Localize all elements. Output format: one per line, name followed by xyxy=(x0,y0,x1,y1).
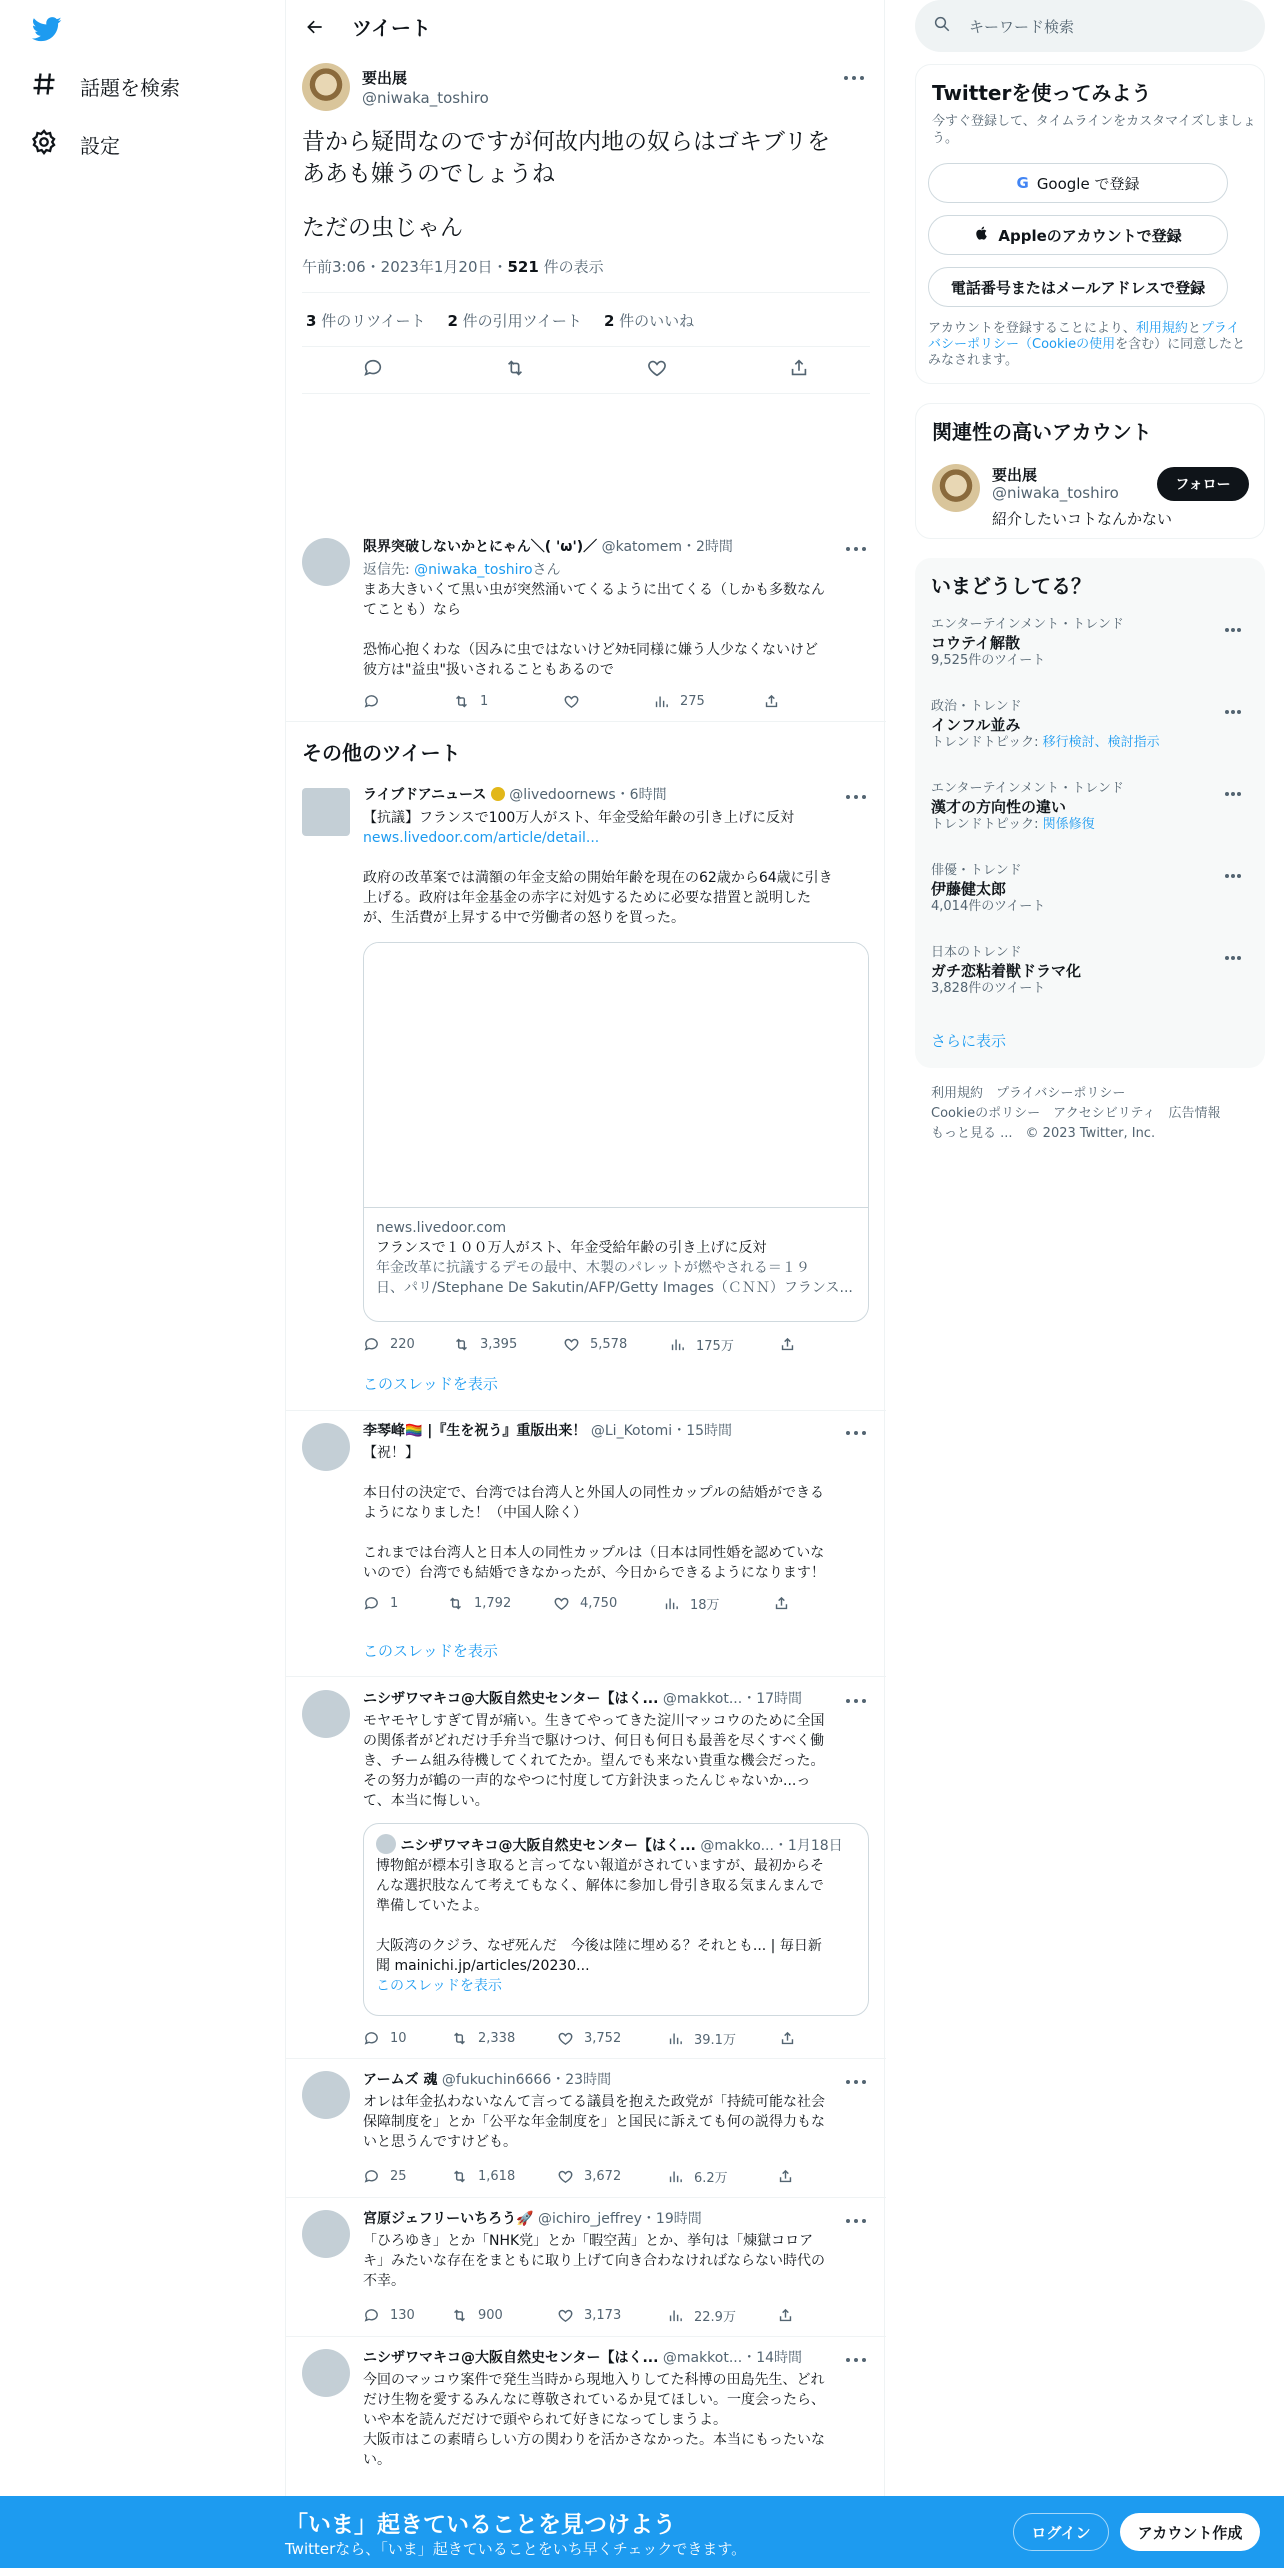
tweet-time[interactable]: ・19時間 xyxy=(641,2211,702,2227)
like-count: 3,173 xyxy=(584,2308,622,2323)
share-button[interactable] xyxy=(763,693,780,710)
trend-category: 俳優・トレンド xyxy=(931,863,1022,878)
tweet-line: き、チーム組み待機してくれてたか。望んでも来ない貴重な機会だった。 xyxy=(363,1753,825,1769)
phone-email-signup-button[interactable] xyxy=(928,267,1228,307)
retweet-icon[interactable] xyxy=(504,357,526,383)
footer-more-link[interactable]: もっと見る ... xyxy=(931,1126,1013,1141)
privacy-link[interactable]: バシーポリシー（Cookieの使用 xyxy=(928,337,1116,352)
retweet-count: 3 xyxy=(306,312,317,330)
trend-meta: トレンドトピック: xyxy=(931,817,1043,832)
like-button[interactable] xyxy=(557,2168,667,2185)
login-button[interactable]: ログイン xyxy=(1013,2513,1109,2551)
quotes-stat[interactable] xyxy=(447,310,581,331)
reply-author-name[interactable]: 限界突破しないかとにゃん＼( 'ω')／ xyxy=(363,539,598,555)
trends-card xyxy=(915,558,1265,1068)
reply-line: 恐怖心抱くわな（因みに虫ではないけどﾀｶﾓ同様に嫌う人少なくないけど xyxy=(363,642,818,658)
tweet-time[interactable]: ・6時間 xyxy=(615,787,667,803)
trend-more-icon[interactable] xyxy=(1225,792,1247,798)
quote-line: 大阪湾のクジラ、なぜ死んだ 今後は陸に埋める？それとも... | 毎日新 xyxy=(376,1938,822,1954)
search-icon xyxy=(933,15,951,37)
tweet-link[interactable]: news.livedoor.com/article/detail... xyxy=(363,830,600,846)
tweet-body xyxy=(363,2370,870,2470)
tweet-line: が、生活費が上昇する中で労働者の怒りを買った。 xyxy=(363,910,685,926)
link-card-domain: news.livedoor.com xyxy=(376,1220,507,1236)
share-button[interactable] xyxy=(777,2168,794,2185)
tweet-text xyxy=(302,126,830,244)
reply-count: 130 xyxy=(390,2308,415,2323)
reply-count: 10 xyxy=(390,2031,407,2046)
tweet-line: ああも嫌うのでしょうね xyxy=(302,161,555,187)
trend-more-icon[interactable] xyxy=(1225,710,1247,716)
tweet-line: 政府の改革案では満額の年金支給の開始年齢を現在の62歳から64歳に引き xyxy=(363,870,833,886)
google-logo-icon: G xyxy=(1016,174,1029,192)
retweet-count: 1 xyxy=(480,694,489,709)
tweet-time[interactable]: ・15時間 xyxy=(672,1423,733,1439)
replying-to-prefix: 返信先: xyxy=(363,562,415,578)
tweet-author-name[interactable]: ライブドアニュース xyxy=(363,787,487,803)
tweet-line: 本日付の決定で、台湾では台湾人と外国人の同性カップルの結婚ができる xyxy=(363,1485,825,1501)
signup-card xyxy=(915,64,1265,384)
reply-author-handle[interactable]: @katomem xyxy=(601,539,682,555)
main-tweet-actions xyxy=(302,350,870,390)
trends-title: いまどうしてる？ xyxy=(931,574,1091,598)
trend-item[interactable] xyxy=(931,863,1249,915)
reply-button[interactable] xyxy=(363,2168,451,2185)
like-count: 4,750 xyxy=(580,1596,618,1611)
related-accounts-card xyxy=(915,403,1265,539)
views-count: 521 xyxy=(507,258,539,276)
views-button[interactable] xyxy=(667,2306,777,2325)
tweet-actions xyxy=(363,1594,803,1613)
left-nav xyxy=(0,0,285,2568)
trend-more-icon[interactable] xyxy=(1225,956,1247,962)
like-button[interactable] xyxy=(563,693,653,710)
more-options-icon[interactable] xyxy=(846,2358,868,2364)
main-column xyxy=(285,0,885,2568)
tweet-time[interactable]: ・14時間 xyxy=(742,2350,803,2366)
signup-title: Twitterを使ってみよう xyxy=(932,81,1152,105)
like-icon[interactable] xyxy=(646,357,668,383)
views-count: 275 xyxy=(680,694,705,709)
signup-subtitle-line: 今すぐ登録して、タイムラインをカスタマイズしましょ xyxy=(932,114,1256,129)
trend-item[interactable] xyxy=(931,945,1249,997)
tweet-header xyxy=(363,2070,836,2090)
reply-header xyxy=(363,537,836,557)
phone-email-signup-label: 電話番号またはメールアドレスで登録 xyxy=(950,278,1206,297)
views-button[interactable] xyxy=(667,2167,777,2186)
views-label: 件の表示 xyxy=(538,258,604,276)
page-header xyxy=(286,0,886,53)
show-thread-link[interactable]: このスレッドを表示 xyxy=(363,1642,498,1660)
link-card-image xyxy=(364,943,868,1208)
twitter-logo-icon[interactable] xyxy=(30,14,66,44)
tweet-author-name[interactable]: ニシザワマキコ@大阪自然史センター【はく... xyxy=(363,1691,659,1707)
like-count: 3,672 xyxy=(584,2169,622,2184)
retweet-button[interactable] xyxy=(451,2030,557,2047)
quote-line: 聞 mainichi.jp/articles/20230... xyxy=(376,1958,590,1974)
tweet-line: キ」みたいな存在をまともに取り上げて向き合わなければならない時代の xyxy=(363,2253,825,2269)
footer-cookie-link[interactable]: Cookieのポリシー xyxy=(931,1106,1041,1121)
trend-name: ガチ恋粘着獣ドラマ化 xyxy=(931,962,1082,980)
tweet-actions xyxy=(363,2306,803,2325)
quote-avatar xyxy=(376,1834,396,1854)
apple-signup-label: Appleのアカウントで登録 xyxy=(998,226,1182,245)
tweet-avatar[interactable] xyxy=(302,1423,350,1471)
reply-count: 25 xyxy=(390,2169,407,2184)
reply-count: 1 xyxy=(390,1596,399,1611)
author-name[interactable]: 要出展 xyxy=(362,69,408,87)
tweet-author-handle[interactable]: @makkot... xyxy=(662,1691,743,1707)
reply-button[interactable] xyxy=(363,1336,453,1353)
tweet-time[interactable]: ・17時間 xyxy=(742,1691,803,1707)
tweet-line: いので）台湾でも結婚できなかったが、今日からできるようになります！ xyxy=(363,1565,825,1581)
trend-item[interactable] xyxy=(931,617,1249,669)
bottom-signup-bar xyxy=(0,2496,1284,2568)
retweet-count: 2,338 xyxy=(478,2031,516,2046)
quote-count: 2 xyxy=(447,312,458,330)
retweets-stat[interactable] xyxy=(306,310,425,331)
search-input[interactable]: キーワード検索 xyxy=(969,17,1075,36)
related-name[interactable]: 要出展 xyxy=(992,466,1038,484)
reply-tweet[interactable] xyxy=(286,525,886,720)
like-count: 5,578 xyxy=(590,1337,628,1352)
views-button[interactable] xyxy=(663,1594,773,1613)
like-count: 2 xyxy=(603,312,615,330)
retweet-count: 900 xyxy=(478,2308,503,2323)
tweet-actions xyxy=(363,1335,803,1354)
tweet-line: その努力が鶴の一声的なやつに忖度して方針決まったんじゃないか...っ xyxy=(363,1773,811,1789)
tweet-author-handle[interactable]: @livedoornews xyxy=(509,787,616,803)
retweet-button[interactable] xyxy=(453,693,563,710)
tweet-line: だけ生物を愛するみんなに尊敬されているか見てほしい。一度会ったら、 xyxy=(363,2392,825,2408)
quote-header xyxy=(376,1834,856,1856)
tweet[interactable] xyxy=(286,2198,886,2336)
views-count: 18万 xyxy=(690,1598,720,1613)
trend-meta: トレンドトピック: xyxy=(931,735,1043,750)
retweet-button[interactable] xyxy=(451,2307,557,2324)
tweet-line: の関係者がどれだけ手弁当で駆けつけ、何日も何日も最善を尽くすべく働 xyxy=(363,1733,825,1749)
footer-terms-link[interactable]: 利用規約 xyxy=(931,1086,984,1101)
views-count: 175万 xyxy=(696,1339,734,1354)
reply-line: 彼方は"益虫"扱いされることもあるので xyxy=(363,662,614,678)
livedoor-avatar[interactable] xyxy=(302,788,350,836)
link-card-title: フランスで１００万人がスト、年金受給年齢の引き上げに反対 xyxy=(376,1240,767,1256)
trend-category: 日本のトレンド xyxy=(931,945,1022,960)
related-title: 関連性の高いアカウント xyxy=(932,420,1152,444)
footer-links xyxy=(931,1084,1251,1144)
retweet-button[interactable] xyxy=(451,2168,557,2185)
tweet-line: 保障制度を」とか「公平な年金制度を」と国民に訴えても何の説得力もな xyxy=(363,2114,825,2130)
signup-subtitle-line: う。 xyxy=(932,131,959,146)
trend-item[interactable] xyxy=(931,781,1249,833)
retweet-count: 1,618 xyxy=(478,2169,516,2184)
tweet-author-name[interactable]: ニシザワマキコ@大阪自然史センター【はく... xyxy=(363,2350,659,2366)
trend-meta: 4,014件のツイート xyxy=(931,899,1046,914)
share-button[interactable] xyxy=(779,2030,796,2047)
replying-to-suffix: さん xyxy=(532,562,561,578)
page-title: ツイート xyxy=(352,16,431,40)
privacy-link[interactable]: プライ xyxy=(1200,321,1240,336)
related-handle[interactable]: @niwaka_toshiro xyxy=(992,484,1119,502)
trend-name: 伊藤健太郎 xyxy=(931,880,1007,898)
footer-accessibility-link[interactable]: アクセシビリティ xyxy=(1053,1106,1156,1121)
tweet-actions xyxy=(363,2029,803,2048)
create-account-button[interactable]: アカウント作成 xyxy=(1120,2513,1260,2551)
signup-subtitle xyxy=(932,113,1256,147)
trend-more-icon[interactable] xyxy=(1225,628,1247,634)
related-avatar[interactable] xyxy=(932,464,980,512)
google-signup-button[interactable] xyxy=(928,163,1228,203)
trend-name: インフル並み xyxy=(931,716,1021,734)
views-button[interactable] xyxy=(669,1335,779,1354)
link-card-description: 日、パリ/Stephane De Sakutin/AFP/Getty Images（ＣＮＮ）フランス... xyxy=(376,1280,853,1296)
quote-time: ・1月18日 xyxy=(773,1838,843,1854)
terms-text: を含む）に同意したと xyxy=(1115,337,1246,352)
hashtag-icon xyxy=(30,70,58,103)
tweet-line: 【抗議】フランスで100万人がスト、年金受給年齢の引き上げに反対 xyxy=(363,810,795,826)
tweet-line: ただの虫じゃん xyxy=(302,215,463,241)
reply-button[interactable] xyxy=(363,693,453,710)
trend-meta: 3,828件のツイート xyxy=(931,981,1046,996)
more-options-icon[interactable] xyxy=(846,547,868,553)
replying-to xyxy=(363,560,870,580)
retweet-count: 3,395 xyxy=(480,1337,518,1352)
more-options-icon[interactable] xyxy=(846,2080,868,2086)
tweet-header xyxy=(363,2209,836,2229)
like-count: 3,752 xyxy=(584,2031,622,2046)
tweet-timestamp xyxy=(302,256,604,277)
trend-meta: 9,525件のツイート xyxy=(931,653,1046,668)
bottom-bar-title: 「いま」起きていることを見つけよう xyxy=(285,2512,676,2538)
nav-settings[interactable] xyxy=(30,128,120,161)
more-options-icon[interactable] xyxy=(846,1431,868,1437)
likes-stat[interactable] xyxy=(604,310,694,331)
follow-button[interactable]: フォロー xyxy=(1157,467,1249,501)
retweet-count: 1,792 xyxy=(474,1596,512,1611)
footer-privacy-link[interactable]: プライバシーポリシー xyxy=(996,1086,1126,1101)
tweet-body xyxy=(363,1443,870,1583)
show-more-trends-link[interactable]: さらに表示 xyxy=(931,1032,1007,1050)
tweet-avatar[interactable] xyxy=(302,2349,350,2397)
search-box[interactable] xyxy=(915,0,1265,52)
like-button[interactable] xyxy=(557,2030,667,2047)
back-arrow-icon[interactable] xyxy=(300,12,330,42)
tweet[interactable] xyxy=(286,2059,886,2197)
retweet-label: 件のリツイート xyxy=(316,312,426,330)
tweet-line: 上げる。政府は年金基金の赤字に対処するために必要な措置と説明した xyxy=(363,890,811,906)
google-signup-label: Google で登録 xyxy=(1036,174,1140,193)
tweet-avatar[interactable] xyxy=(302,1690,350,1738)
views-count: 39.1万 xyxy=(694,2033,736,2048)
tweet-line: 「ひろゆき」とか「NHK党」とか「暇空茜」とか、挙句は「煉獄コロア xyxy=(363,2233,814,2249)
tweet-line: て、本当に悔しい。 xyxy=(363,1793,489,1809)
author-handle[interactable]: @niwaka_toshiro xyxy=(362,89,489,107)
quote-show-thread-link[interactable]: このスレッドを表示 xyxy=(376,1978,502,1994)
terms-text: アカウントを登録することにより、 xyxy=(928,321,1136,336)
engagement-stats xyxy=(306,310,694,331)
tweet-body xyxy=(363,2092,870,2152)
tweet-line: い。 xyxy=(363,2452,391,2468)
share-button[interactable] xyxy=(777,2307,794,2324)
views-button[interactable] xyxy=(653,693,763,710)
trend-item[interactable] xyxy=(931,699,1249,751)
tweet-line: モヤモヤしすぎて胃が痛い。生きてやってきた淀川マッコウのために全国 xyxy=(363,1713,825,1729)
quote-tweet[interactable] xyxy=(363,1823,869,2016)
tweet-header xyxy=(363,1689,836,1709)
tweet-body xyxy=(363,808,870,928)
reply-button[interactable] xyxy=(363,2030,451,2047)
reply-button[interactable] xyxy=(363,1595,447,1612)
trend-topic-link[interactable]: 関係修復 xyxy=(1042,817,1095,832)
reply-button[interactable] xyxy=(363,2307,451,2324)
show-thread-link[interactable]: このスレッドを表示 xyxy=(363,1375,498,1393)
tweet-line: 昔から疑問なのですが何故内地の奴らはゴキブリを xyxy=(302,129,831,155)
nav-explore-label: 話題を検索 xyxy=(80,76,180,100)
tweet-line: 大阪市はこの素晴らしい方の関わりを活かさなかった。本当にもったいな xyxy=(363,2432,825,2448)
reply-line: まあ大きいくて黒い虫が突然涌いてくるように出てくる（しかも多数なん xyxy=(363,582,825,598)
tweet-avatar[interactable] xyxy=(302,2210,350,2258)
tweet-line: 今回のマッコウ案件で発生当時から現地入りしてた科博の田島先生、どれ xyxy=(363,2372,825,2388)
retweet-button[interactable] xyxy=(447,1595,553,1612)
tweet-author-name[interactable]: 宮原ジェフリーいちろう🚀 xyxy=(363,2211,534,2227)
quote-author-name: ニシザワマキコ@大阪自然史センター【はく... xyxy=(400,1838,696,1854)
reply-count: 220 xyxy=(390,1337,415,1352)
like-button[interactable] xyxy=(563,1336,669,1353)
tweet-header xyxy=(363,1421,836,1441)
related-bio: 紹介したいコトなんかない xyxy=(992,510,1173,528)
more-tweets-title: その他のツイート xyxy=(302,741,461,765)
footer-copyright: © 2023 Twitter, Inc. xyxy=(1025,1126,1156,1141)
link-card[interactable] xyxy=(363,942,869,1322)
tweet-author-name[interactable]: 李琴峰🏳️‍🌈 |『生を祝う』重版出来！ xyxy=(363,1423,587,1439)
more-options-icon[interactable] xyxy=(844,76,866,82)
share-button[interactable] xyxy=(773,1595,790,1612)
tweet-author-handle[interactable]: @fukuchin6666 xyxy=(441,2072,552,2088)
signup-terms xyxy=(928,321,1248,369)
tweet-header xyxy=(363,785,836,805)
tweet-header xyxy=(363,2348,836,2368)
nav-explore[interactable] xyxy=(30,70,180,103)
tweet-line: オレは年金払わないなんて言ってる議員を抱えた政党が「持続可能な社会 xyxy=(363,2094,825,2110)
trend-name: 漢才の方向性の違い xyxy=(931,798,1067,816)
reply-line: てことも）なら xyxy=(363,602,461,618)
reply-icon[interactable] xyxy=(362,357,384,383)
tweet[interactable] xyxy=(286,2337,886,2496)
share-icon[interactable] xyxy=(788,357,810,383)
views-count: 22.9万 xyxy=(694,2310,736,2325)
reply-actions xyxy=(363,693,803,710)
tweet-line: 【祝！】 xyxy=(363,1445,419,1461)
link-card-description: 年金改革に抗議するデモの最中、木製のパレットが燃やされる＝１９ xyxy=(376,1260,810,1276)
tweet-line: 不幸。 xyxy=(363,2273,405,2289)
apple-signup-button[interactable] xyxy=(928,215,1228,255)
more-options-icon[interactable] xyxy=(846,2219,868,2225)
author-avatar[interactable] xyxy=(302,63,350,111)
terms-text: みなされます。 xyxy=(928,353,1018,368)
tweet-body xyxy=(363,1711,870,1811)
tweet-author-handle[interactable]: @ichiro_jeffrey xyxy=(538,2211,642,2227)
tweet[interactable] xyxy=(286,775,886,1410)
tweet-line: ようになりました！（中国人除く） xyxy=(363,1505,587,1521)
nav-settings-label: 設定 xyxy=(80,134,120,158)
trend-more-icon[interactable] xyxy=(1225,874,1247,880)
footer-ads-link[interactable]: 広告情報 xyxy=(1168,1106,1221,1121)
apple-logo-icon xyxy=(974,225,990,245)
tweet-author-handle[interactable]: @makkot... xyxy=(662,2350,743,2366)
views-button[interactable] xyxy=(667,2029,779,2048)
quote-line: 準備していたよ。 xyxy=(376,1898,488,1914)
reply-body xyxy=(363,560,870,680)
reply-avatar[interactable] xyxy=(302,538,350,586)
tweet-time[interactable]: ・23時間 xyxy=(551,2072,612,2088)
tweet-line: これまでは台湾人と日本人の同性カップルは（日本は同性婚を認めていな xyxy=(363,1545,825,1561)
views-count: 6.2万 xyxy=(694,2171,728,2186)
tweet[interactable] xyxy=(286,1677,886,2057)
quote-line: 博物館が標本引き取ると言ってない報道がされていますが、最初からそ xyxy=(376,1858,824,1874)
reply-time[interactable]: ・2時間 xyxy=(681,539,733,555)
quote-author-handle: @makko... xyxy=(700,1838,774,1854)
more-options-icon[interactable] xyxy=(846,795,868,801)
tweet-time[interactable]: 午前3:06・2023年1月20日・ xyxy=(302,258,508,276)
tweet-author-handle[interactable]: @Li_Kotomi xyxy=(590,1423,673,1439)
tweet-body xyxy=(363,2231,870,2291)
like-label: 件のいいね xyxy=(614,312,695,330)
gear-icon xyxy=(30,128,58,161)
retweet-button[interactable] xyxy=(453,1336,563,1353)
tweet-actions xyxy=(363,2167,803,2186)
tweet-line: いや本を読んだだけで頭やられて好きになってしまうよ。 xyxy=(363,2412,727,2428)
trend-category: エンターテインメント・トレンド xyxy=(931,617,1124,632)
trend-name: コウテイ解散 xyxy=(931,634,1020,652)
quote-line: んな選択肢なんて考えてもなく、解体に参加し骨引き取る気まんまんで xyxy=(376,1878,824,1894)
trend-category: 政治・トレンド xyxy=(931,699,1022,714)
terms-link[interactable]: 利用規約 xyxy=(1135,321,1188,336)
quote-label: 件の引用ツイート xyxy=(457,312,582,330)
tweet-author-name[interactable]: アームズ 魂 xyxy=(363,2072,438,2088)
tweet-avatar[interactable] xyxy=(302,2071,350,2119)
terms-text: と xyxy=(1187,321,1201,336)
tweet-line: いと思うんですけども。 xyxy=(363,2134,517,2150)
like-button[interactable] xyxy=(553,1595,663,1612)
trend-topic-link[interactable]: 移行検討、検討指示 xyxy=(1042,735,1160,750)
verified-badge-icon xyxy=(491,787,505,801)
like-button[interactable] xyxy=(557,2307,667,2324)
replying-to-link[interactable]: @niwaka_toshiro xyxy=(414,562,533,578)
trend-category: エンターテインメント・トレンド xyxy=(931,781,1124,796)
bottom-bar-subtitle: Twitterなら、「いま」起きていることをいち早くチェックできます。 xyxy=(285,2540,747,2558)
tweet[interactable] xyxy=(286,1411,886,1676)
share-button[interactable] xyxy=(779,1336,796,1353)
more-options-icon[interactable] xyxy=(846,1699,868,1705)
